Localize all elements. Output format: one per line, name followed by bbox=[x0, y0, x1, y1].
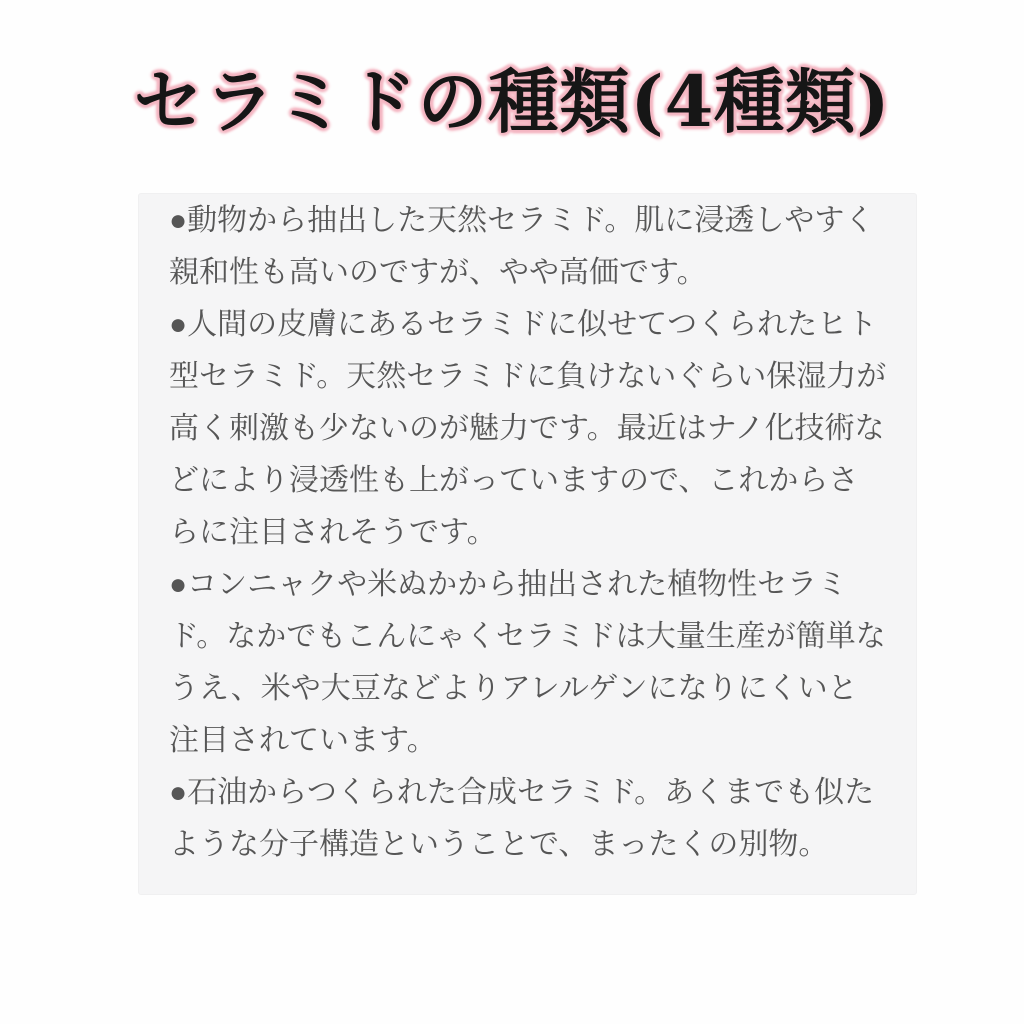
page-title: セラミドの種類(4種類) bbox=[133, 60, 891, 143]
bullet-item-synthetic-ceramide: ●石油からつくられた合成セラミド。あくまでも似たような分子構造ということで、まったくの別物。 bbox=[169, 776, 875, 861]
bullet-item-plant-ceramide: ●コンニャクや米ぬかから抽出された植物性セラミド。なかでもこんにゃくセラミドは大量生産が簡単なうえ、米や大豆などよりアレルゲンになりにくいと注目されています。 bbox=[169, 568, 886, 757]
content-box bbox=[138, 193, 917, 895]
bullet-item-human-type-ceramide: ●人間の皮膚にあるセラミドに似せてつくられたヒト型セラミド。天然セラミドに負けないぐらい保湿力が高く刺激も少ないのが魅力です。最近はナノ化技術などにより浸透性も上がっていますので、これからさらに注目されそうです。 bbox=[169, 308, 887, 549]
bullet-item-natural-ceramide: ●動物から抽出した天然セラミド。肌に浸透しやすく親和性も高いのですが、やや高価です。 bbox=[169, 204, 875, 289]
